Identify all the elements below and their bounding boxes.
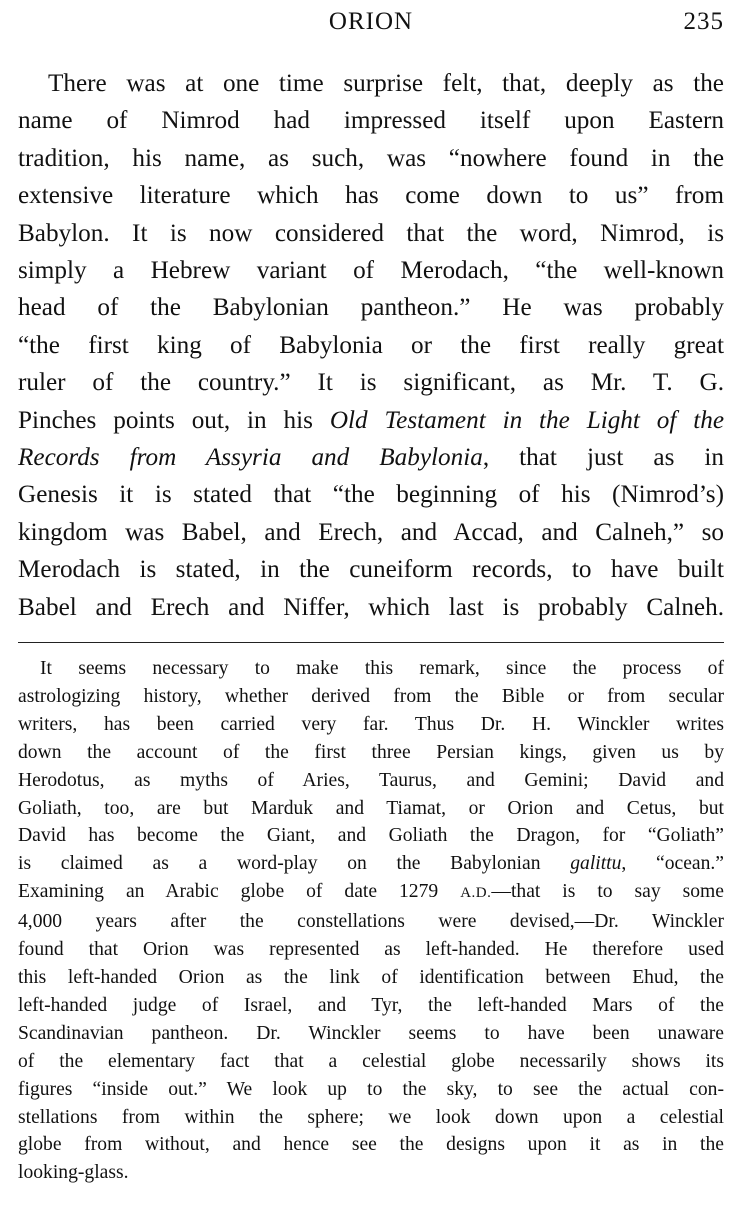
page-header xyxy=(18,8,724,42)
body-line: extensive literature which has come down to us” from xyxy=(18,182,724,210)
body-line-with-title xyxy=(18,402,724,439)
footnote-line: globe from without, and hence see the designs upon it as in the xyxy=(18,1134,724,1156)
body-text-run: Pinches points out, in his xyxy=(18,406,313,434)
body-line: ruler of the country.” It is significant, as Mr. T. G. xyxy=(18,369,724,397)
book-title-italic: Records from Assyria and Babylonia xyxy=(18,444,483,472)
footnote-line: astrologizing history, whether derived from the Bible or from secular xyxy=(18,685,724,707)
footnote-line: looking-glass. xyxy=(18,1162,129,1184)
body-line: There was at one time surprise felt, that, deeply as the xyxy=(48,70,724,97)
body-line: “the first king of Babylonia or the first really great xyxy=(18,331,724,359)
body-line: Merodach is stated, in the cuneiform records, to have built xyxy=(18,556,724,584)
body-line-with-title xyxy=(18,439,724,476)
footnote-text-run: is claimed as a word-play on the Babylonian xyxy=(18,853,541,875)
footnote-line: of the elementary fact that a celestial globe necessarily shows its xyxy=(18,1050,724,1072)
body-line: kingdom was Babel, and Erech, and Accad, and Calneh,” so xyxy=(18,518,724,546)
footnote-line: stellations from within the sphere; we look down upon a celestial xyxy=(18,1106,724,1128)
footnote-text-run: , “ocean.” xyxy=(621,853,724,875)
footnote-divider xyxy=(18,642,724,643)
footnote-line: It seems necessary to make this remark, since the process of xyxy=(40,658,724,679)
body-line: Genesis it is stated that “the beginning of his (Nimrod’s) xyxy=(18,481,724,509)
footnote-line: this left-handed Orion as the link of identification between Ehud, the xyxy=(18,966,724,988)
body-line: simply a Hebrew variant of Merodach, “the well-known xyxy=(18,257,724,285)
footnote-line: Goliath, too, are but Marduk and Tiamat, or Orion and Cetus, but xyxy=(18,797,724,819)
footnote-line-with-term xyxy=(18,850,724,878)
main-paragraph xyxy=(18,65,724,626)
babylonian-term-italic: galittu xyxy=(570,853,622,875)
era-abbreviation: A.D. xyxy=(460,885,492,902)
footnote-line: David has become the Giant, and Goliath the Dragon, for “Goliath” xyxy=(18,825,724,847)
footnote-line-with-date xyxy=(18,878,724,908)
book-title-italic: Old Testament in the Light of the xyxy=(329,406,725,434)
footnote-line: Herodotus, as myths of Aries, Taurus, and Gemini; David and xyxy=(18,769,724,791)
footnote-text-run: —that is to say some xyxy=(491,881,724,903)
body-line: Babylon. It is now considered that the word, Nimrod, is xyxy=(18,219,724,247)
footnote-line: 4,000 years after the constellations were devised,—Dr. Winckler xyxy=(18,911,724,933)
running-title: ORION xyxy=(328,8,414,35)
footnote-line: writers, has been carried very far. Thus Dr. H. Winckler writes xyxy=(18,713,724,735)
body-text-run: , that just as in xyxy=(482,444,725,472)
footnote-text-run: Examining an Arabic globe of date 1279 xyxy=(18,881,439,903)
footnote-line: figures “inside out.” We look up to the sky, to see the actual con- xyxy=(18,1078,724,1100)
footnote-line: down the account of the first three Persian kings, given us by xyxy=(18,741,724,763)
page-number: 235 xyxy=(683,8,724,35)
body-line: name of Nimrod had impressed itself upon Eastern xyxy=(18,107,724,135)
footnote-line: found that Orion was represented as left-handed. He therefore used xyxy=(18,939,724,961)
footnote-line: Scandinavian pantheon. Dr. Winckler seems to have been unaware xyxy=(18,1022,724,1044)
footnote xyxy=(18,655,724,1187)
footnote-line: left-handed judge of Israel, and Tyr, the left-handed Mars of the xyxy=(18,994,724,1016)
body-line: head of the Babylonian pantheon.” He was probably xyxy=(18,294,724,322)
body-line: Babel and Erech and Niffer, which last is probably Calneh. xyxy=(18,593,724,621)
body-line: tradition, his name, as such, was “nowhere found in the xyxy=(18,144,724,172)
